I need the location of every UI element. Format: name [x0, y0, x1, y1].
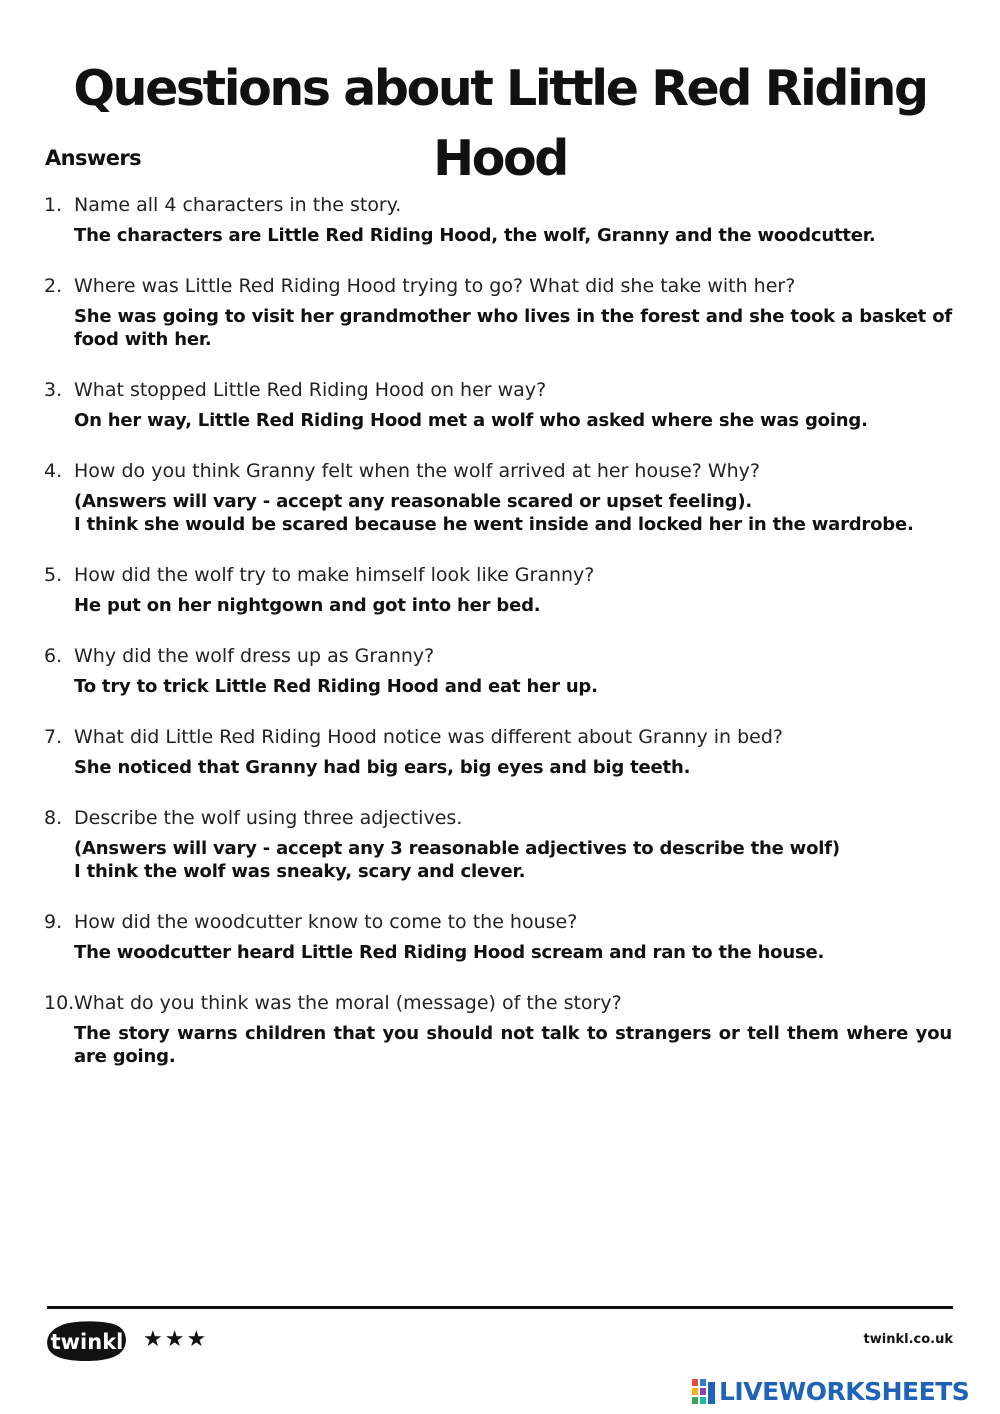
question-item: [0, 724, 1000, 779]
question-item: [0, 192, 1000, 247]
question-number: 8.: [44, 807, 63, 829]
question-text: What stopped Little Red Riding Hood on her way?: [74, 379, 547, 401]
question: [0, 562, 1000, 588]
watermark-text: LIVEWORKSHEETS: [719, 1376, 970, 1406]
question-text: How do you think Granny felt when the wolf arrived at her house? Why?: [74, 460, 760, 482]
star-rating: ★★★: [143, 1327, 209, 1352]
question-number: 1.: [44, 194, 63, 216]
page-title: Questions about Little Red Riding Hood: [73, 60, 927, 187]
question-number: 4.: [44, 460, 63, 482]
question-item: [0, 562, 1000, 617]
question-text: Describe the wolf using three adjectives.: [74, 807, 463, 829]
question: [0, 273, 1000, 299]
question-item: [0, 273, 1000, 351]
question-item: [0, 458, 1000, 536]
question-number: 5.: [44, 564, 63, 586]
answer-line: He put on her nightgown and got into her bed.: [74, 595, 541, 616]
answer: [74, 490, 952, 536]
question: [0, 377, 1000, 403]
answer-line: She was going to visit her grandmother who lives in the forest and she took a basket of food with her.: [74, 306, 952, 350]
answer-line: (Answers will vary - accept any reasonable scared or upset feeling).: [74, 491, 753, 512]
answer: [74, 941, 952, 964]
question-text: Where was Little Red Riding Hood trying to go? What did she take with her?: [74, 275, 796, 297]
answer: [74, 594, 952, 617]
answer-line: The woodcutter heard Little Red Riding Hood scream and ran to the house.: [74, 942, 825, 963]
question-number: 7.: [44, 726, 63, 748]
question: [0, 458, 1000, 484]
question-list: [0, 192, 1000, 1094]
site-url: twinkl.co.uk: [863, 1332, 953, 1347]
question-item: [0, 990, 1000, 1068]
question: [0, 909, 1000, 935]
question-text: Name all 4 characters in the story.: [74, 194, 402, 216]
question: [0, 643, 1000, 669]
answer: [74, 224, 952, 247]
twinkl-logo-icon: [46, 1320, 128, 1364]
answer: [74, 675, 952, 698]
answer-line: The story warns children that you should not talk to strangers or tell them where you are going.: [74, 1023, 952, 1067]
question-item: [0, 805, 1000, 883]
question: [0, 724, 1000, 750]
question-number: 2.: [44, 275, 63, 297]
answer-line: I think she would be scared because he went inside and locked her in the wardrobe.: [74, 514, 914, 535]
answer: [74, 409, 952, 432]
answer: [74, 837, 952, 883]
answer-line: (Answers will vary - accept any 3 reasonable adjectives to describe the wolf): [74, 838, 840, 859]
question-text: What did Little Red Riding Hood notice was different about Granny in bed?: [74, 726, 783, 748]
answer-line: To try to trick Little Red Riding Hood and eat her up.: [74, 676, 598, 697]
logo-text: twinkl: [50, 1330, 124, 1354]
answers-heading: Answers: [45, 146, 142, 170]
answer-line: The characters are Little Red Riding Hood, the wolf, Granny and the woodcutter.: [74, 225, 876, 246]
question-text: How did the woodcutter know to come to the house?: [74, 911, 578, 933]
question-text: Why did the wolf dress up as Granny?: [74, 645, 435, 667]
answer-line: I think the wolf was sneaky, scary and clever.: [74, 861, 526, 882]
question-text: How did the wolf try to make himself look like Granny?: [74, 564, 595, 586]
question-item: [0, 909, 1000, 964]
answer: [74, 1022, 952, 1068]
question-number: 10.: [44, 992, 75, 1014]
question: [0, 805, 1000, 831]
footer-divider: [47, 1306, 953, 1309]
liveworksheets-watermark: [692, 1376, 969, 1406]
liveworksheets-icon: [692, 1378, 716, 1404]
question: [0, 192, 1000, 218]
question-item: [0, 643, 1000, 698]
question-number: 3.: [44, 379, 63, 401]
answer: [74, 756, 952, 779]
question: [0, 990, 1000, 1016]
answer: [74, 305, 952, 351]
question-text: What do you think was the moral (message) of the story?: [74, 992, 622, 1014]
answer-line: She noticed that Granny had big ears, big eyes and big teeth.: [74, 757, 691, 778]
answer-line: On her way, Little Red Riding Hood met a wolf who asked where she was going.: [74, 410, 868, 431]
question-item: [0, 377, 1000, 432]
question-number: 6.: [44, 645, 63, 667]
question-number: 9.: [44, 911, 63, 933]
